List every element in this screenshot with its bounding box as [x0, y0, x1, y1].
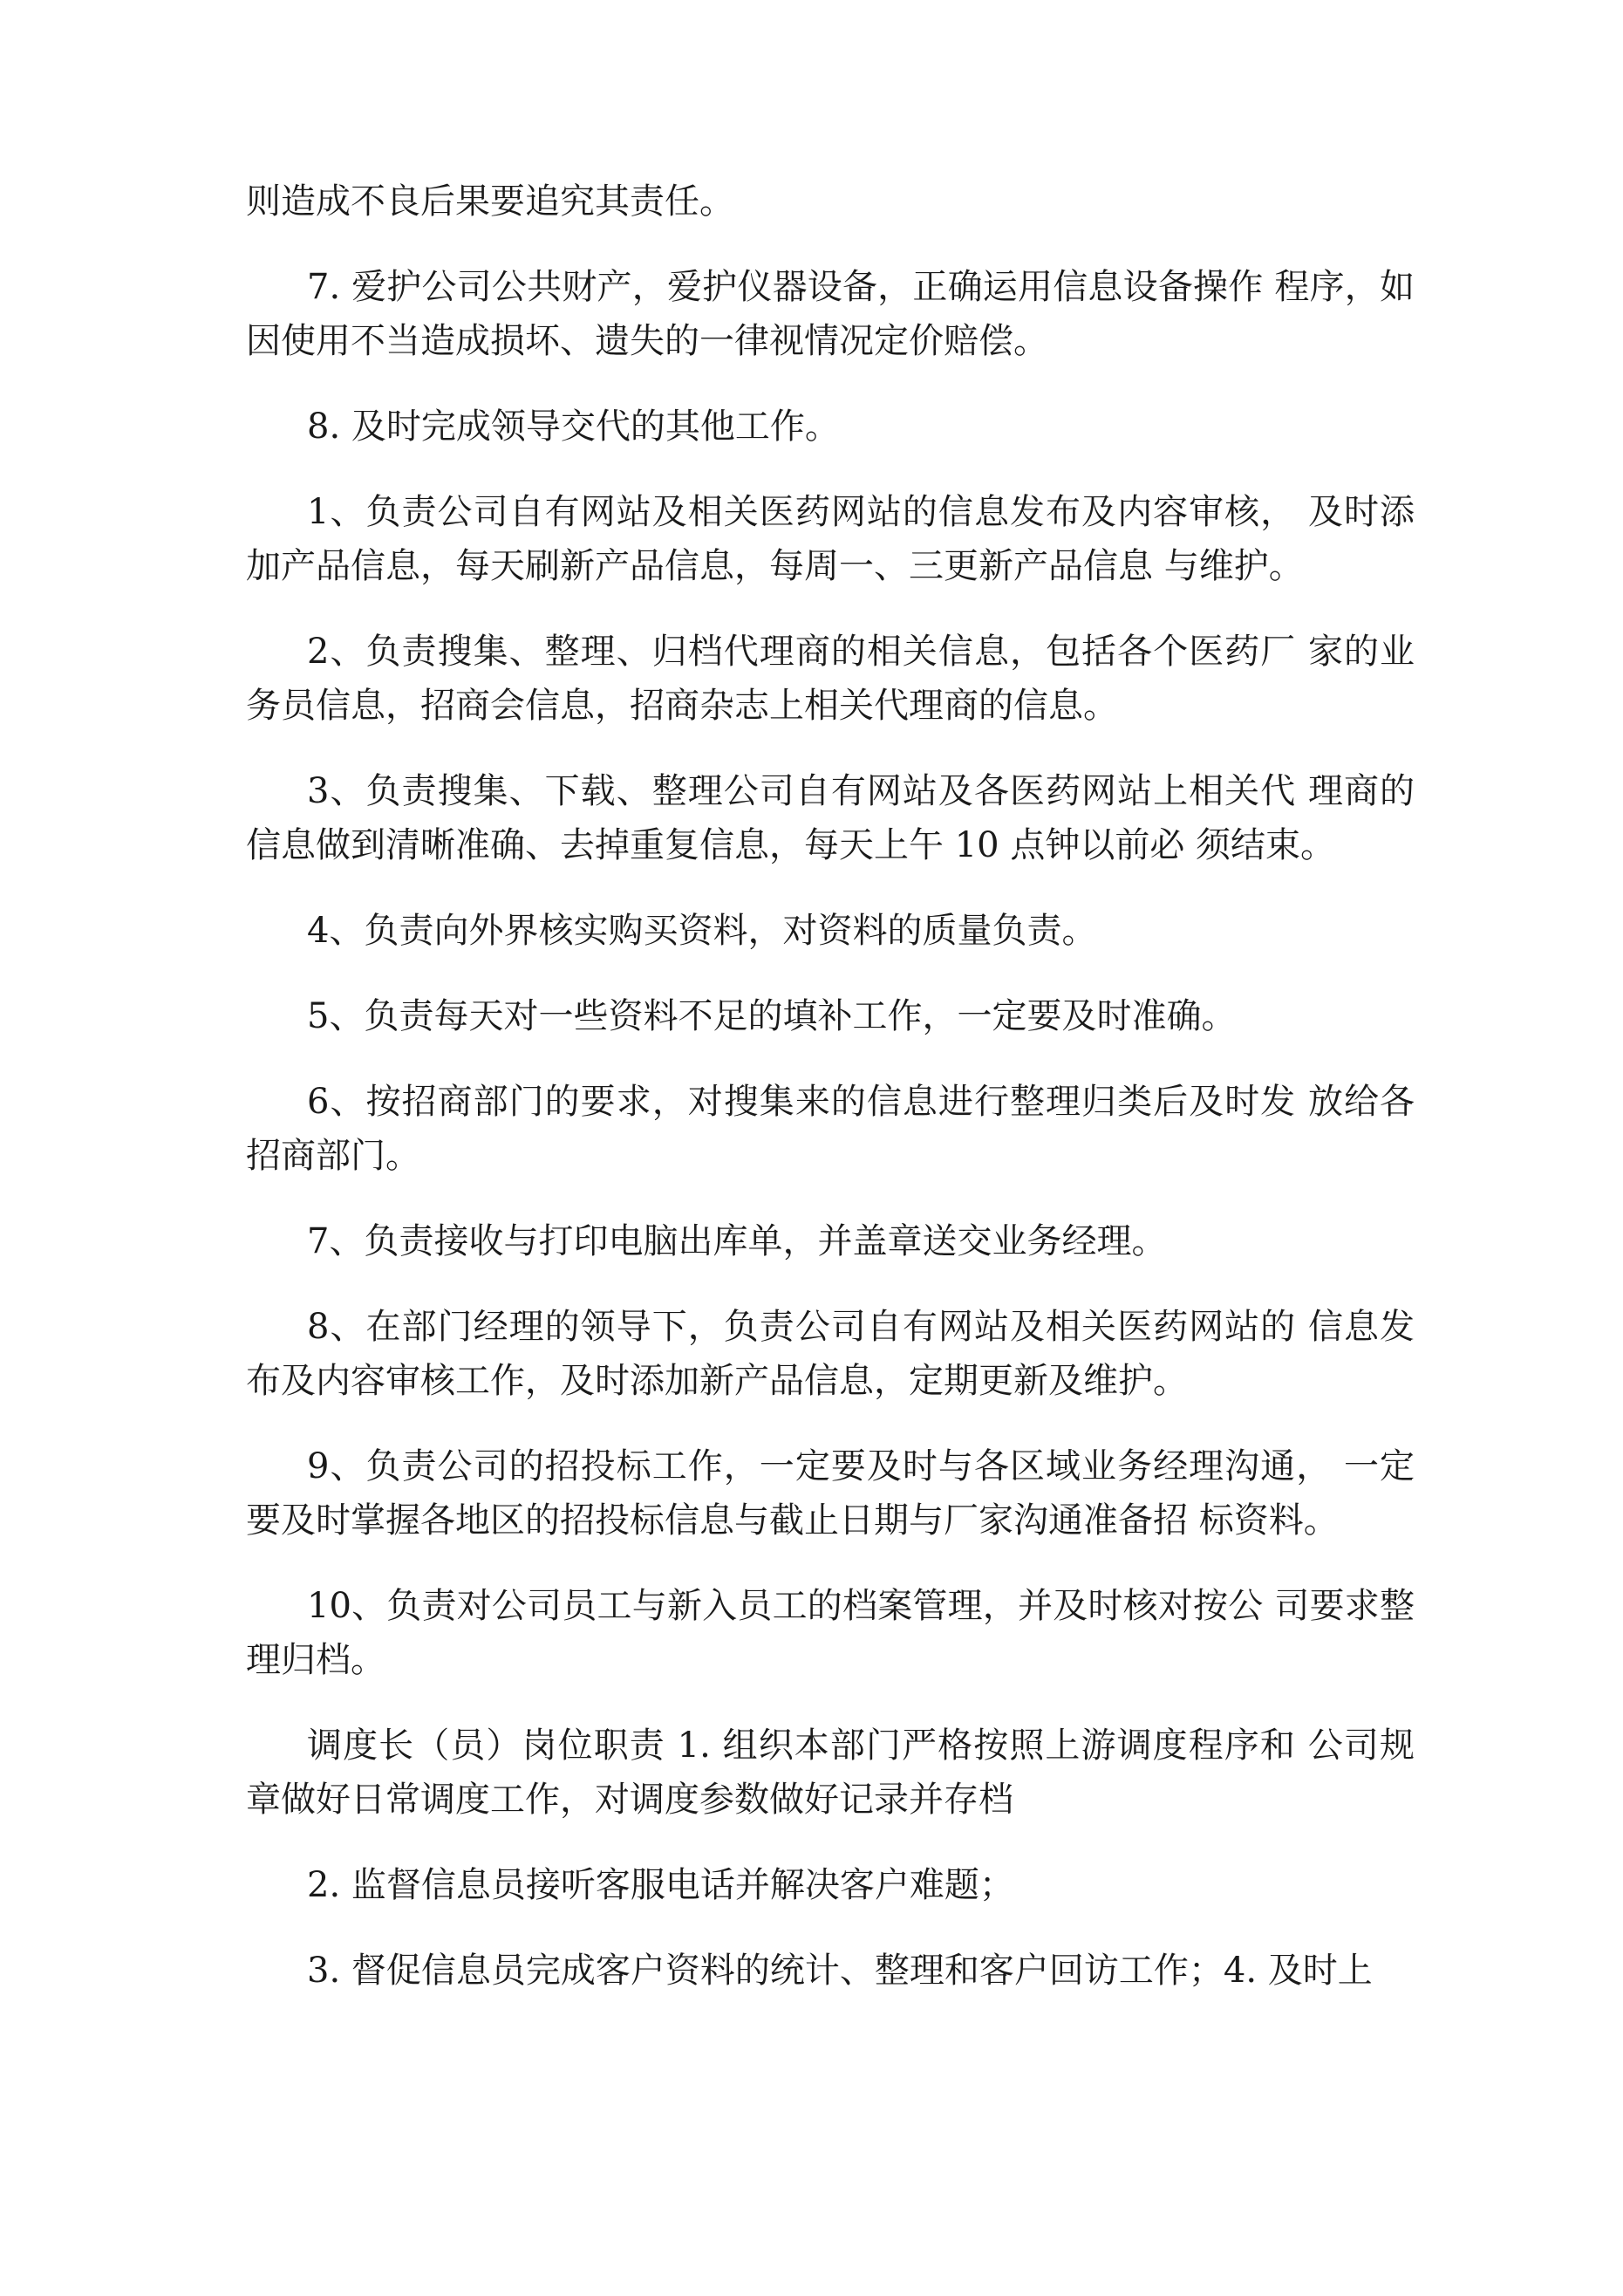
- paragraph-dispatcher-3: 3. 督促信息员完成客户资料的统计、整理和客户回访工作；4. 及时上: [307, 1951, 1373, 1991]
- paragraph-duty-5: 5、负责每天对一些资料不足的填补工作，一定要及时准确。: [307, 996, 1237, 1036]
- paragraph-duty-4: 4、负责向外界核实购买资料，对资料的质量负责。: [307, 911, 1097, 951]
- paragraph-duty-2: 2、负责搜集、整理、归档代理商的相关信息，包括各个医药厂 家的业务员信息，招商会信息，招商杂志上相关代理商的信息。: [246, 632, 1415, 726]
- paragraph-duty-8: 8、在部门经理的领导下，负责公司自有网站及相关医药网站的 信息发布及内容审核工作，及时添加新产品信息，定期更新及维护。: [246, 1307, 1415, 1401]
- paragraph-duty-9: 9、负责公司的招投标工作，一定要及时与各区域业务经理沟通， 一定要及时掌握各地区的招投标信息与截止日期与厂家沟通准备招 标资料。: [246, 1446, 1415, 1541]
- document-body: [246, 174, 1415, 2029]
- paragraph-duty-10: 10、负责对公司员工与新入员工的档案管理，并及时核对按公 司要求整理归档。: [246, 1586, 1415, 1680]
- paragraph-duty-7: 7、负责接收与打印电脑出库单，并盖章送交业务经理。: [307, 1221, 1167, 1261]
- paragraph-duty-6: 6、按招商部门的要求，对搜集来的信息进行整理归类后及时发 放给各招商部门。: [246, 1082, 1415, 1176]
- paragraph-item-7-property: 7. 爱护公司公共财产，爱护仪器设备，正确运用信息设备操作 程序，如因使用不当造成损坏、遗失的一律视情况定价赔偿。: [246, 267, 1415, 361]
- paragraph-dispatcher-intro: 调度长（员）岗位职责 1. 组织本部门严格按照上游调度程序和 公司规章做好日常调度工作，对调度参数做好记录并存档: [246, 1725, 1415, 1820]
- paragraph-duty-1: 1、负责公司自有网站及相关医药网站的信息发布及内容审核， 及时添加产品信息，每天刷新产品信息，每周一、三更新产品信息 与维护。: [246, 492, 1415, 586]
- paragraph-item-8-other-work: 8. 及时完成领导交代的其他工作。: [307, 407, 840, 447]
- paragraph-dispatcher-2: 2. 监督信息员接听客服电话并解决客户难题；: [307, 1865, 1014, 1905]
- paragraph-continuation: 则造成不良后果要追究其责任。: [246, 181, 734, 222]
- paragraph-duty-3: 3、负责搜集、下载、整理公司自有网站及各医药网站上相关代 理商的信息做到清晰准确、去掉重复信息，每天上午 10 点钟以前必 须结束。: [246, 771, 1415, 865]
